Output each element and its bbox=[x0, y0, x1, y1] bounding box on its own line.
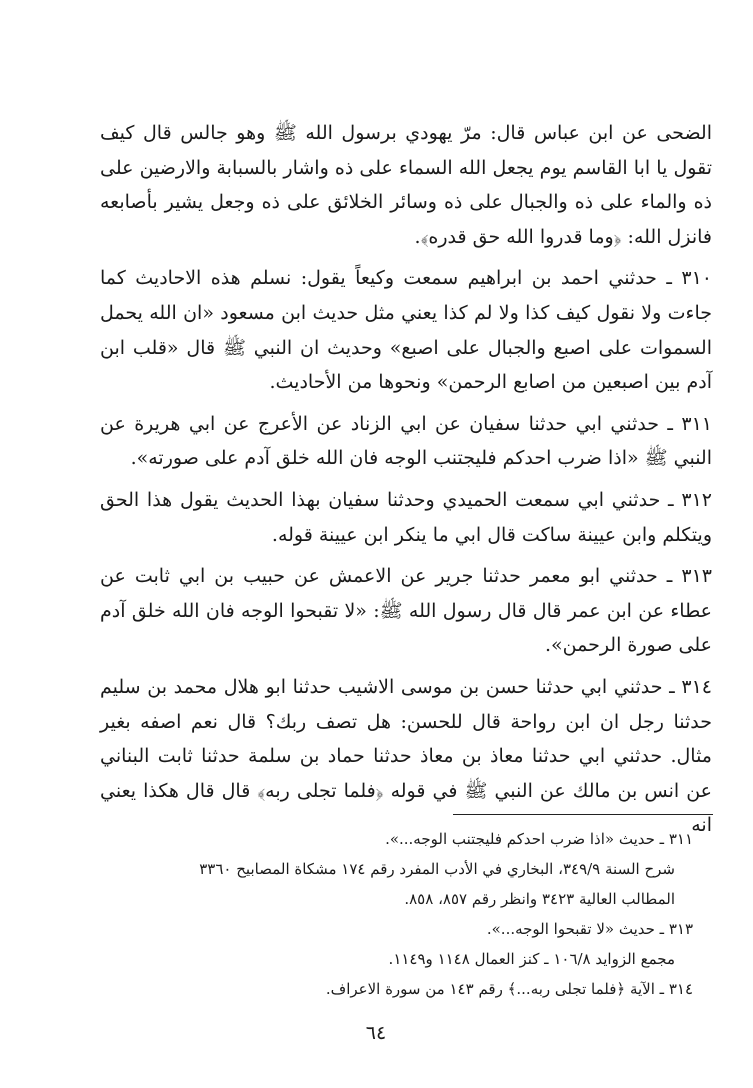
paragraph-hadith-311: ٣١١ ـ حدثني ابي حدثنا سفيان عن ابي الزناد عن الأعرج عن ابي هريرة عن النبي ﷺ «اذا ضرب احدكم فليجتنب الوجه فان الله خلق آدم على صورته». bbox=[100, 412, 712, 470]
footnote-divider bbox=[453, 814, 713, 815]
footnote-line: ٣١٣ ـ حديث «لا تقبحوا الوجه...». bbox=[486, 920, 693, 938]
main-text-body bbox=[100, 116, 712, 843]
footnote-line: ٣١٤ ـ الآية ﴿فلما تجلى ربه...﴾ رقم ١٤٣ من سورة الاعراف. bbox=[325, 980, 693, 998]
paragraph-hadith-312: ٣١٢ ـ حدثني ابي سمعت الحميدي وحدثنا سفيان بهذا الحديث يقول هذا الحق ويتكلم وابن عيينة ساكت قال ابي ما ينكر ابن عيينة قوله. bbox=[100, 488, 712, 546]
paragraph-hadith-313: ٣١٣ ـ حدثني ابو معمر حدثنا جرير عن الاعمش عن حبيب بن ابي ثابت عن عطاء عن ابن عمر قال قال رسول الله ﷺ: «لا تقبحوا الوجه فان الله خلق آدم على صورة الرحمن». bbox=[100, 565, 712, 657]
footnote-line: شرح السنة ٣٤٩/٩، البخاري في الأدب المفرد رقم ١٧٤ مشكاة المصابيح ٣٣٦٠ bbox=[199, 860, 675, 878]
footnotes bbox=[200, 824, 693, 1004]
footnote-line: مجمع الزوايد ١٠٦/٨ ـ كنز العمال ١١٤٨ و١١٤٩. bbox=[388, 950, 675, 968]
paragraph-continuation: الضحى عن ابن عباس قال: مرّ يهودي برسول الله ﷺ وهو جالس قال كيف تقول يا ابا القاسم يوم يجعل الله السماء على ذه واشار بالسبابة والارضين على ذه والماء على ذه والجبال على ذه وسائر الخلائق على ذه وجعل يشير بأصابعه فانزل الله: ﴿وما قدروا الله حق قدره﴾. bbox=[100, 122, 712, 248]
paragraph-hadith-314: ٣١٤ ـ حدثني ابي حدثنا حسن بن موسى الاشيب حدثنا ابو هلال محمد بن سليم حدثنا رجل ان ابن رواحة قال للحسن: هل تصف ربك؟ قال نعم اصفه بغير مثال. حدثني ابي حدثنا معاذ بن معاذ حدثنا حماد بن سلمة حدثنا ثابت البناني عن انس بن مالك عن النبي ﷺ في قوله ﴿فلما تجلى ربه﴾ قال قال هكذا يعني انه bbox=[100, 675, 712, 837]
page-number: ٦٤ bbox=[365, 1022, 387, 1044]
footnote-line: المطالب العالية ٣٤٢٣ وانظر رقم ٨٥٧، ٨٥٨. bbox=[404, 890, 675, 908]
paragraph-hadith-310: ٣١٠ ـ حدثني احمد بن ابراهيم سمعت وكيعاً يقول: نسلم هذه الاحاديث كما جاءت ولا نقول كيف كذا ولا لم كذا يعني مثل حديث ابن مسعود «ان الله يحمل السموات على اصبع والجبال على اصبع» وحديث ان النبي ﷺ قال «قلب ابن آدم بين اصبعين من اصابع الرحمن» ونحوها من الأحاديث. bbox=[100, 267, 712, 394]
footnote-line: ٣١١ ـ حديث «اذا ضرب احدكم فليجتنب الوجه...». bbox=[385, 830, 693, 848]
